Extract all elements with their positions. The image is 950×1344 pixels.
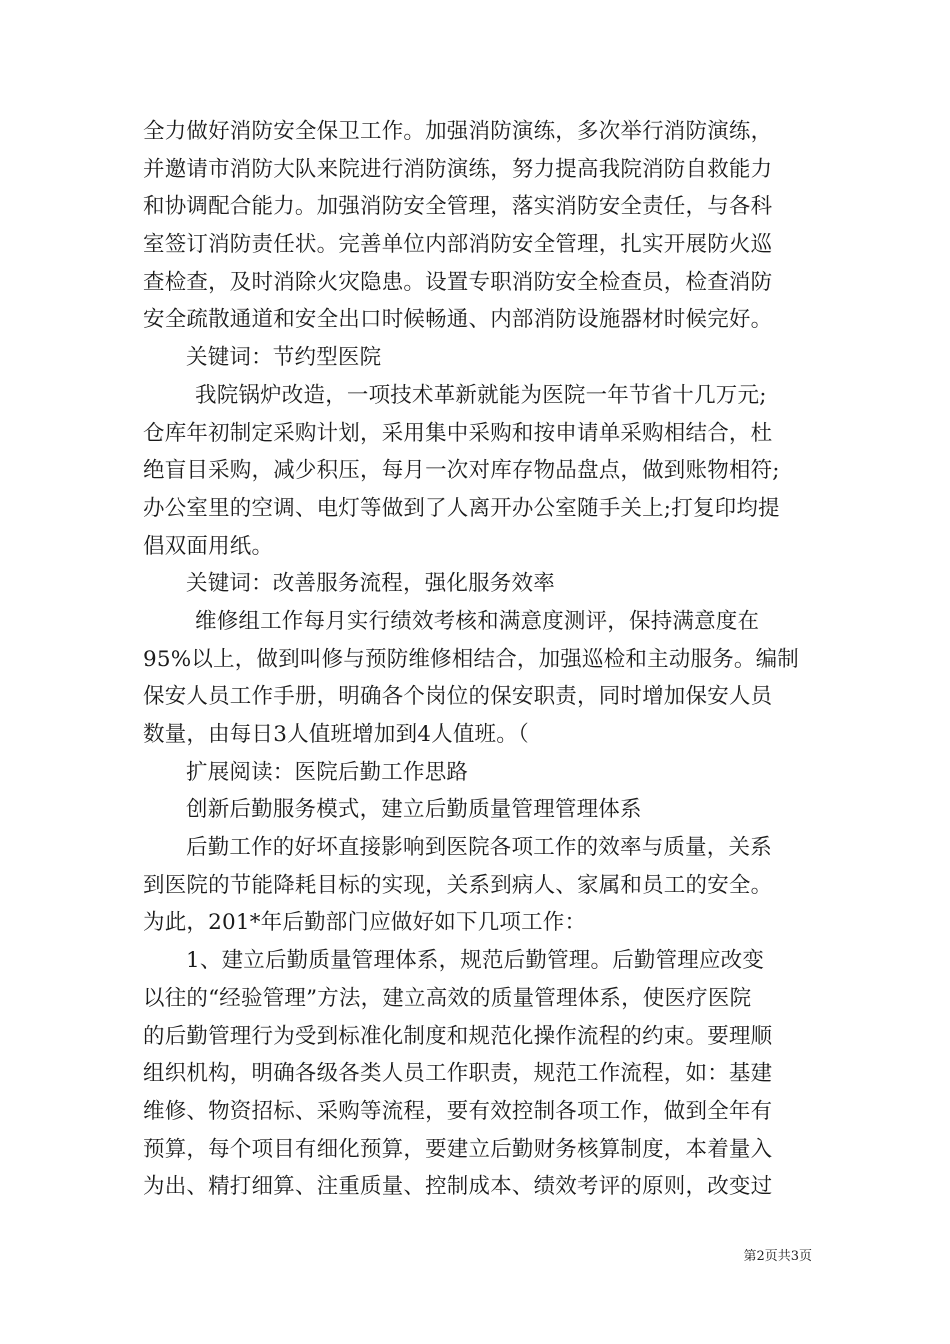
- text-line: 后勤工作的好坏直接影响到医院各项工作的效率与质量，关系: [186, 835, 772, 861]
- text-line: 我院锅炉改造，一项技术革新就能为医院一年节省十几万元;: [195, 382, 767, 408]
- keyword-heading: 关键词：改善服务流程，强化服务效率: [186, 571, 555, 597]
- text-line: 保安人员工作手册，明确各个岗位的保安职责，同时增加保安人员: [143, 684, 773, 710]
- text-line: 以往的“经验管理”方法，建立高效的质量管理体系，使医疗医院: [143, 985, 752, 1011]
- section-subheading: 创新后勤服务模式，建立后勤质量管理管理体系: [186, 797, 642, 823]
- text-line: 查检查，及时消除火灾隐患。设置专职消防安全检查员，检查消防: [143, 269, 773, 295]
- text-line: 预算，每个项目有细化预算，要建立后勤财务核算制度，本着量入: [143, 1136, 773, 1162]
- text-line: 到医院的节能降耗目标的实现，关系到病人、家属和员工的安全。: [143, 872, 773, 898]
- text-line: 并邀请市消防大队来院进行消防演练，努力提高我院消防自救能力: [143, 156, 773, 182]
- text-line: 组织机构，明确各级各类人员工作职责，规范工作流程，如：基建: [143, 1061, 773, 1087]
- text-line: 安全疏散通道和安全出口时候畅通、内部消防设施器材时候完好。: [143, 307, 773, 333]
- text-line: 办公室里的空调、电灯等做到了人离开办公室随手关上;打复印均提: [143, 495, 780, 521]
- page-number: 第2页共3页: [743, 1249, 812, 1264]
- text-line: 室签订消防责任状。完善单位内部消防安全管理，扎实开展防火巡: [143, 232, 773, 258]
- text-line: 倡双面用纸。: [143, 533, 274, 559]
- text-line: 仓库年初制定采购计划，采用集中采购和按申请单采购相结合，杜: [143, 420, 773, 446]
- text-line: 的后勤管理行为受到标准化制度和规范化操作流程的约束。要理顺: [143, 1023, 773, 1049]
- text-line: 维修组工作每月实行绩效考核和满意度测评，保持满意度在: [195, 608, 760, 634]
- text-line: 和协调配合能力。加强消防安全管理，落实消防安全责任，与各科: [143, 194, 773, 220]
- text-line: 绝盲目采购，减少积压，每月一次对库存物品盘点，做到账物相符;: [143, 458, 780, 484]
- text-line: 全力做好消防安全保卫工作。加强消防演练，多次举行消防演练，: [143, 119, 773, 144]
- text-line: 95%以上，做到叫修与预防维修相结合，加强巡检和主动服务。编制: [143, 646, 799, 672]
- text-line: 1、建立后勤质量管理体系，规范后勤管理。后勤管理应改变: [186, 948, 765, 974]
- text-line: 为此，201*年后勤部门应做好如下几项工作：: [143, 910, 587, 936]
- keyword-heading: 关键词：节约型医院: [186, 345, 382, 371]
- text-line: 维修、物资招标、采购等流程，要有效控制各项工作，做到全年有: [143, 1098, 773, 1124]
- text-line: 为出、精打细算、注重质量、控制成本、绩效考评的原则，改变过: [143, 1174, 773, 1200]
- text-line: 数量，由每日3人值班增加到4人值班。（: [143, 722, 529, 747]
- document-body: [143, 113, 813, 1206]
- section-heading: 扩展阅读：医院后勤工作思路: [186, 759, 469, 785]
